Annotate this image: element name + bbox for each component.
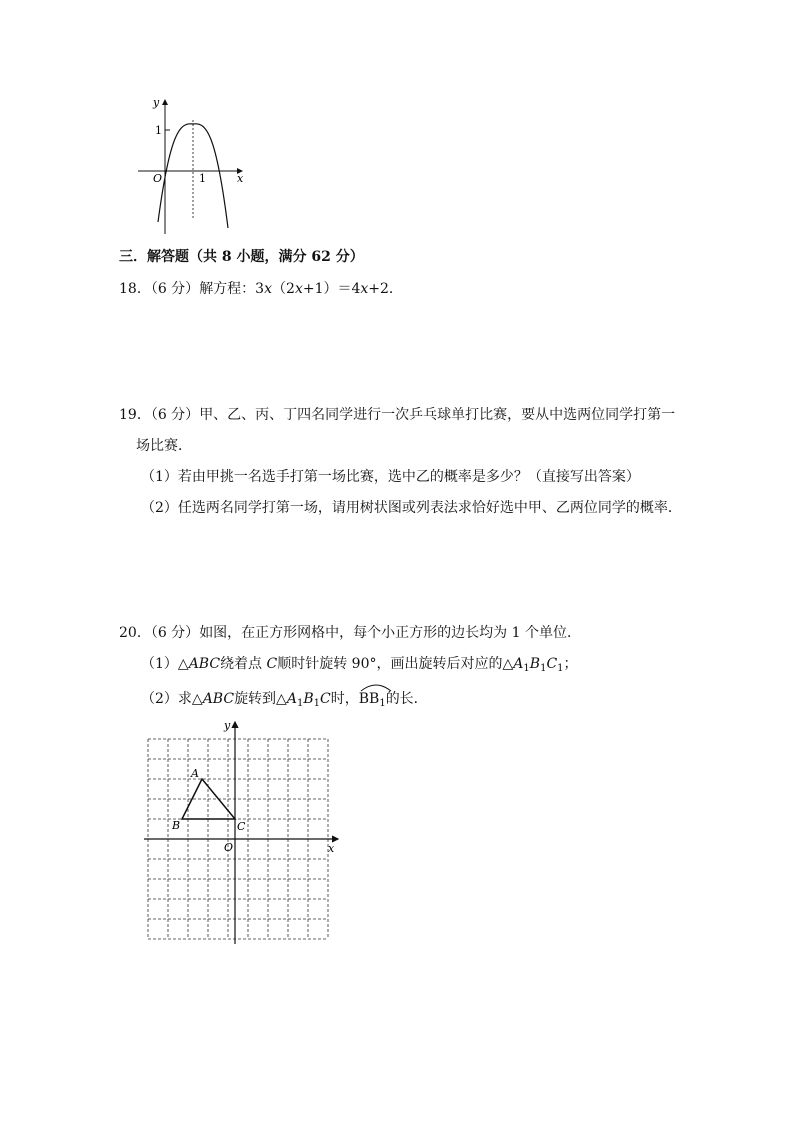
q20-part2: （2）求△ABC旋转到$\triangle A_1B_1C$时， $BB_1$的长．	[141, 688, 428, 713]
grid-graph	[138, 718, 348, 950]
question-19-stem	[119, 406, 675, 424]
q20-number: 20．	[119, 625, 151, 641]
x-tick-label: 1	[199, 172, 206, 185]
arc-bb1: $BB_1$	[359, 688, 386, 713]
x-axis-label: x	[237, 172, 244, 185]
origin-label: O	[153, 172, 163, 185]
point-a-label: A	[191, 767, 199, 780]
x-axis-label: x	[328, 842, 335, 855]
q19-part2: （2）任选两名同学打第一场，请用树状图或列表法求恰好选中甲、乙两位同学的概率．	[141, 500, 682, 516]
q18-text: 解方程：3	[199, 281, 265, 297]
section-title: 三．解答题（共 8 小题，满分 62 分）	[119, 249, 364, 265]
arc-symbol-icon	[359, 682, 393, 692]
point-c-label: C	[237, 820, 246, 833]
point-b-label: B	[172, 819, 181, 832]
y-tick-label: 1	[155, 124, 162, 137]
question-18: 18．（6 分）解方程：3x（2x+1）＝4x+2．	[119, 281, 403, 297]
q19-stem-line2: 场比赛．	[136, 438, 192, 454]
q19-part1: （1）若由甲挑一名选手打第一场比赛，选中乙的概率是多少？（直接写出答案）	[141, 469, 640, 485]
q20-stem: 如图，在正方形网格中，每个小正方形的边长均为 1 个单位．	[199, 625, 581, 641]
parabola-graph	[130, 92, 250, 237]
origin-label: O	[224, 841, 234, 854]
q20-score: （6 分）	[150, 625, 200, 641]
q18-score: （6 分）	[150, 281, 200, 297]
y-axis-label: y	[224, 719, 231, 732]
q18-number: 18．	[119, 281, 151, 297]
q19-stem-line1: 甲、乙、丙、丁四名同学进行一次乒乓球单打比赛，要从中选两位同学打第一	[199, 407, 676, 423]
y-axis-label: y	[153, 96, 160, 109]
q19-score: （6 分）	[150, 407, 200, 423]
q20-part1: （1）△ABC绕着点 C顺时针旋转 90°，画出旋转后对应的$\triangle A_1B_1C_1$；	[141, 656, 578, 674]
question-20-stem	[119, 624, 581, 642]
q19-number: 19．	[119, 407, 151, 423]
